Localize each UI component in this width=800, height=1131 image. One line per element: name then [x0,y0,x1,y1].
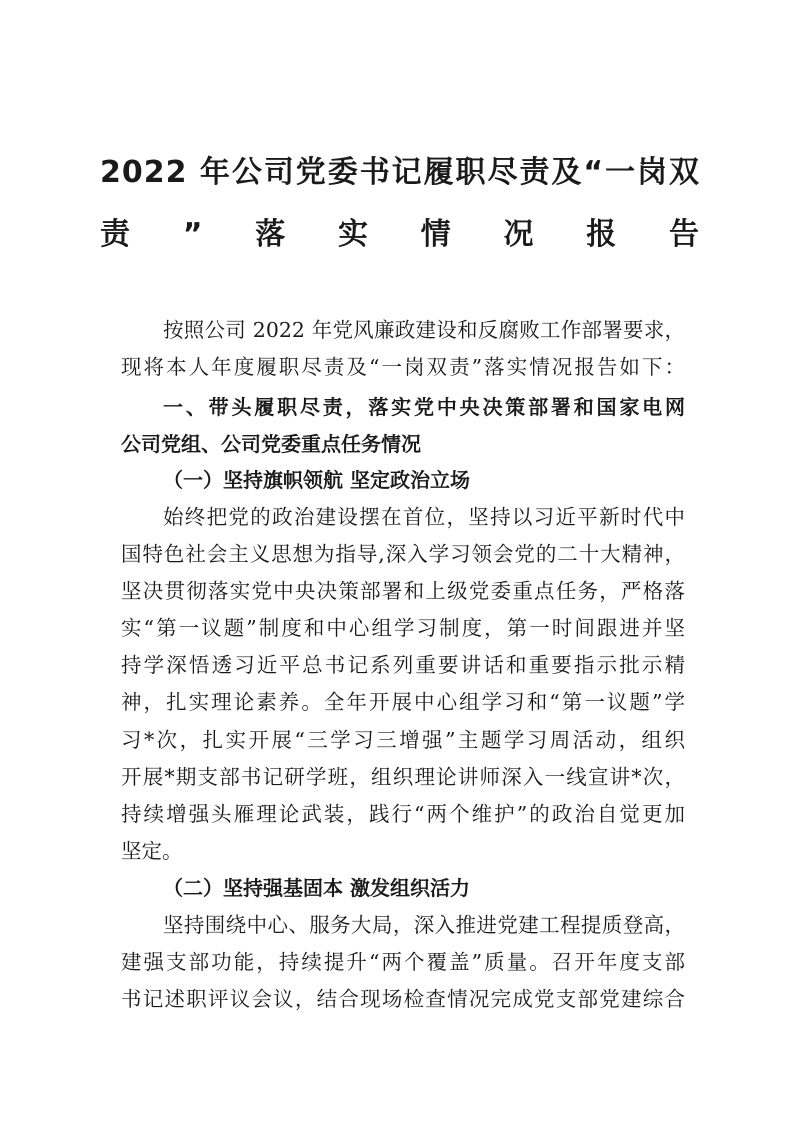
paragraph-line: 始终把党的政治建设摆在首位，坚持以习近平新时代中 [163,505,685,529]
intro-paragraph [121,312,685,386]
subsection-1-paragraph [121,499,685,870]
document-title-line-2 [100,205,700,265]
subsection-2-heading [121,870,685,907]
paragraph-line: 实“第一议题”制度和中心组学习制度，第一时间跟进并坚 [121,616,685,641]
document-title-line-1 [100,143,700,203]
paragraph-line: 建强支部功能，持续提升“两个覆盖”质量。召开年度支部 [121,950,685,975]
title-text-1: 2022 年公司党委书记履职尽责及“一岗双 [100,155,700,190]
subsection-heading-line: （一）坚持旗帜领航 坚定政治立场 [163,468,470,492]
paragraph-line: 坚持围绕中心、服务大局，深入推进党建工程提质登高， [163,913,685,937]
section-1-heading [121,389,685,463]
subsection-heading-line: （二）坚持强基固本 激发组织活力 [163,876,470,900]
paragraph-line: 坚定。 [121,838,183,863]
subsection-2-paragraph [121,907,685,1018]
paragraph-line: 习*次，扎实开展“三学习三增强”主题学习周活动，组织 [121,727,685,752]
intro-line: 按照公司 2022 年党风廉政建设和反腐败工作部署要求， [163,318,685,342]
subsection-1-heading [121,462,685,499]
paragraph-line: 神，扎实理论素养。全年开展中心组学习和“第一议题”学 [121,690,685,715]
paragraph-line: 书记述职评议会议，结合现场检查情况完成党支部党建综合 [121,987,685,1012]
section-heading-line: 公司党组、公司党委重点任务情况 [121,432,421,457]
section-heading-line: 一、带头履职尽责，落实党中央决策部署和国家电网 [163,395,685,419]
paragraph-line: 坚决贯彻落实党中央决策部署和上级党委重点任务，严格落 [121,579,685,604]
paragraph-line: 开展*期支部书记研学班，组织理论讲师深入一线宣讲*次， [121,764,685,789]
paragraph-line: 持学深悟透习近平总书记系列重要讲话和重要指示批示精 [121,653,685,678]
intro-line: 现将本人年度履职尽责及“一岗双责”落实情况报告如下： [121,355,685,380]
title-text-2: 责”落实情况报告 [100,217,700,252]
paragraph-line: 国特色社会主义思想为指导,深入学习领会党的二十大精神， [121,542,685,567]
paragraph-line: 持续增强头雁理论武装，践行“两个维护”的政治自觉更加 [121,801,685,826]
